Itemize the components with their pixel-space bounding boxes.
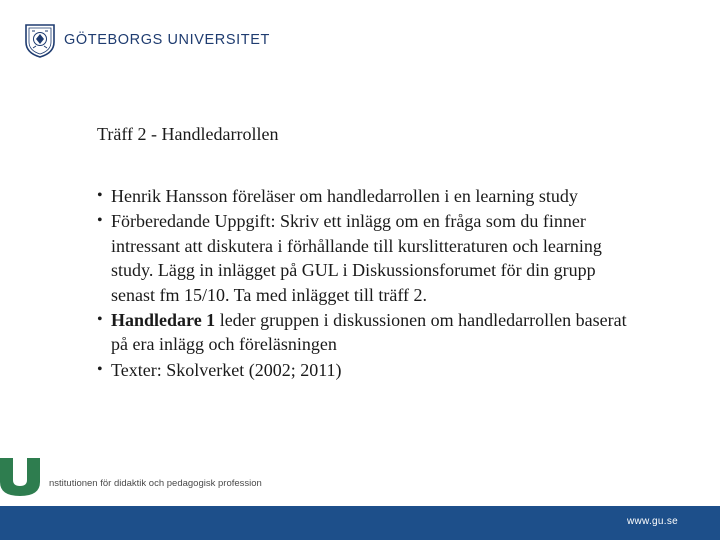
department-name: nstitutionen för didaktik och pedagogisk profession	[49, 478, 262, 489]
bullet-marker: •	[97, 212, 103, 230]
department-u-icon	[0, 458, 40, 496]
university-seal-icon	[24, 22, 56, 58]
bullet-bold-text: Handledare 1	[111, 310, 216, 331]
bullet-marker: •	[97, 311, 103, 329]
bullet-marker: •	[97, 187, 103, 204]
bullet-text: Texter: Skolverket (2002; 2011)	[111, 359, 342, 380]
department-logo	[0, 458, 262, 496]
bullet-text: leder gruppen i diskussionen om handledarrollen baserat på era inlägg och föreläsningen	[111, 310, 627, 355]
university-logo	[24, 22, 270, 58]
bullet-text: Henrik Hansson föreläser om handledarrollen i en learning study	[111, 186, 578, 206]
slide-title: Träff 2 - Handledarrollen	[97, 124, 279, 144]
bullet-item	[97, 358, 637, 382]
university-name: GÖTEBORGS UNIVERSITET	[64, 32, 270, 48]
bullet-item	[97, 308, 637, 357]
footer-bar	[0, 506, 720, 540]
bullet-item	[97, 184, 637, 208]
bullet-marker: •	[97, 360, 103, 378]
bullet-list	[97, 184, 637, 383]
bullet-item	[97, 209, 637, 307]
footer-url: www.gu.se	[626, 516, 678, 527]
bullet-text: Förberedande Uppgift: Skriv ett inlägg om en fråga som du finner intressant att diskutera i förhållande till kurslitteraturen och learning study. Lägg in inlägget på GUL i Diskussionsforumet för din grupp senast fm 15/10. Ta med inlägget till träff 2.	[111, 211, 602, 305]
